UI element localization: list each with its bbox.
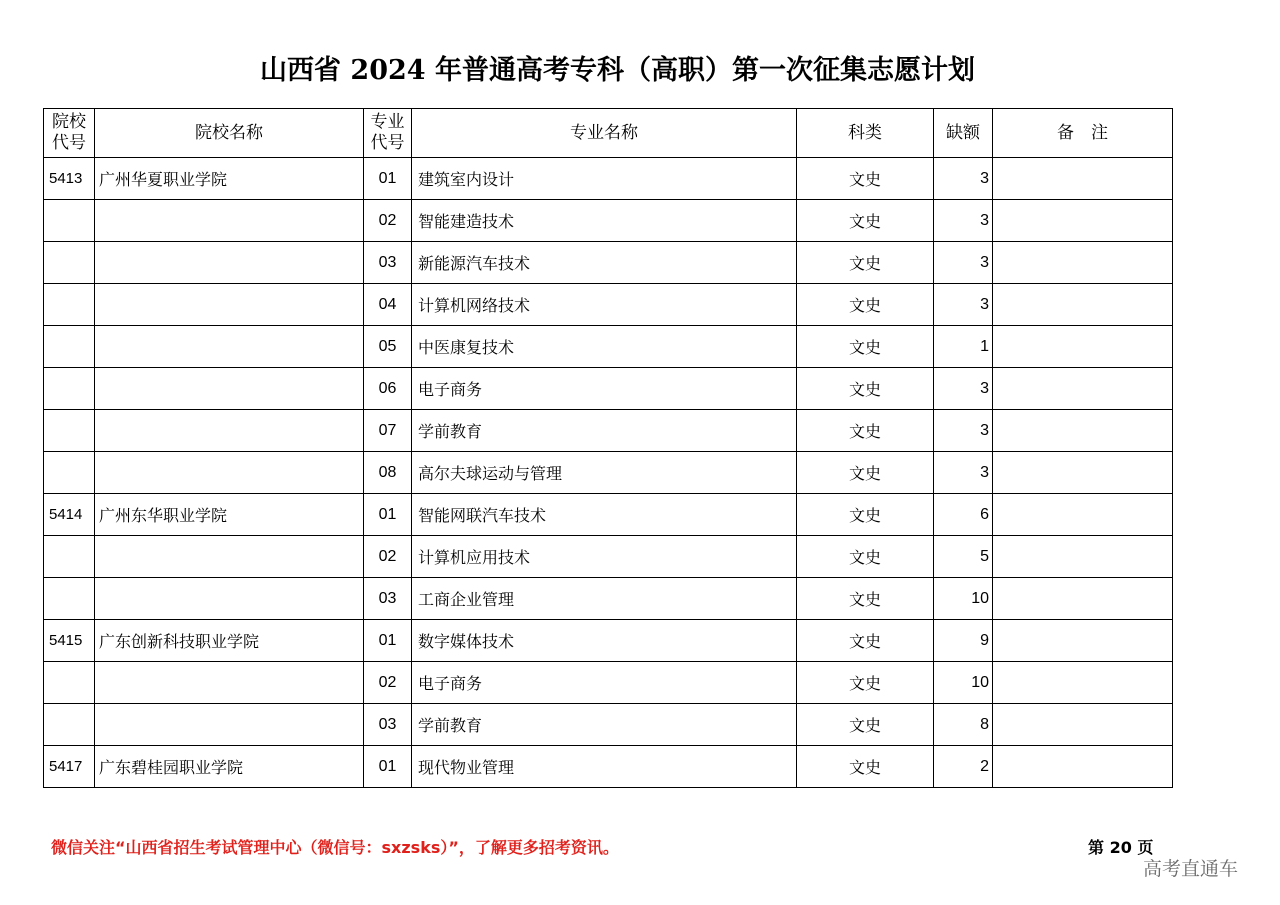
cell-school-code [44,452,95,494]
cell-major-code: 03 [364,578,412,620]
cell-category: 文史 [797,536,934,578]
cell-major-code: 01 [364,494,412,536]
table-header-row [44,109,1173,158]
cell-remarks [993,746,1173,788]
cell-category: 文史 [797,452,934,494]
cell-remarks [993,158,1173,200]
cell-school-name [95,704,364,746]
header-school-name: 院校名称 [95,109,364,158]
table-row [44,452,1173,494]
cell-major-name: 新能源汽车技术 [412,242,797,284]
cell-remarks [993,326,1173,368]
header-major-code: 专业代号 [364,109,412,158]
cell-major-code: 06 [364,368,412,410]
table-row [44,620,1173,662]
cell-school-code [44,242,95,284]
cell-remarks [993,368,1173,410]
cell-major-code: 03 [364,242,412,284]
cell-major-name: 现代物业管理 [412,746,797,788]
cell-quota: 6 [934,494,993,536]
cell-school-name [95,578,364,620]
cell-remarks [993,704,1173,746]
header-category: 科类 [797,109,934,158]
cell-school-code: 5414 [44,494,95,536]
cell-remarks [993,578,1173,620]
cell-quota: 1 [934,326,993,368]
cell-school-code: 5415 [44,620,95,662]
cell-category: 文史 [797,704,934,746]
header-quota: 缺额 [934,109,993,158]
cell-quota: 3 [934,452,993,494]
cell-school-code [44,200,95,242]
cell-category: 文史 [797,200,934,242]
cell-school-name [95,368,364,410]
cell-major-name: 计算机应用技术 [412,536,797,578]
watermark-text: 高考直通车 [1143,858,1239,880]
cell-major-code: 01 [364,158,412,200]
cell-category: 文史 [797,620,934,662]
cell-major-name: 学前教育 [412,704,797,746]
cell-major-code: 08 [364,452,412,494]
cell-major-code: 02 [364,536,412,578]
cell-major-code: 02 [364,662,412,704]
wechat-follow-note: 微信关注“山西省招生考试管理中心（微信号：sxzsks）”，了解更多招考资讯。 [51,838,619,857]
cell-school-name: 广州华夏职业学院 [95,158,364,200]
cell-school-name [95,410,364,452]
cell-school-name: 广州东华职业学院 [95,494,364,536]
cell-remarks [993,242,1173,284]
cell-quota: 3 [934,284,993,326]
cell-category: 文史 [797,578,934,620]
cell-school-code: 5413 [44,158,95,200]
cell-school-code [44,704,95,746]
table-row [44,662,1173,704]
cell-major-name: 工商企业管理 [412,578,797,620]
cell-major-name: 智能建造技术 [412,200,797,242]
cell-category: 文史 [797,410,934,452]
cell-remarks [993,620,1173,662]
cell-quota: 9 [934,620,993,662]
cell-school-name [95,536,364,578]
cell-quota: 5 [934,536,993,578]
cell-category: 文史 [797,662,934,704]
cell-quota: 10 [934,662,993,704]
cell-school-code [44,578,95,620]
cell-major-name: 智能网联汽车技术 [412,494,797,536]
cell-school-code [44,662,95,704]
cell-category: 文史 [797,494,934,536]
cell-quota: 8 [934,704,993,746]
cell-remarks [993,452,1173,494]
header-major-name: 专业名称 [412,109,797,158]
cell-major-name: 学前教育 [412,410,797,452]
table-row [44,200,1173,242]
table-row [44,704,1173,746]
table-row [44,578,1173,620]
cell-remarks [993,200,1173,242]
cell-school-name: 广东创新科技职业学院 [95,620,364,662]
cell-remarks [993,536,1173,578]
cell-school-code [44,284,95,326]
cell-quota: 3 [934,242,993,284]
cell-category: 文史 [797,284,934,326]
cell-major-name: 数字媒体技术 [412,620,797,662]
cell-major-name: 电子商务 [412,662,797,704]
page-title: 山西省 2024 年普通高考专科（高职）第一次征集志愿计划 [260,55,975,86]
table-row [44,158,1173,200]
cell-major-code: 03 [364,704,412,746]
cell-major-code: 01 [364,620,412,662]
cell-school-name [95,662,364,704]
table-row [44,326,1173,368]
cell-major-name: 电子商务 [412,368,797,410]
cell-school-code: 5417 [44,746,95,788]
cell-school-code [44,410,95,452]
table-row [44,284,1173,326]
page-number: 第 20 页 [1088,838,1154,857]
cell-major-code: 02 [364,200,412,242]
cell-remarks [993,284,1173,326]
cell-category: 文史 [797,746,934,788]
cell-major-code: 01 [364,746,412,788]
cell-school-code [44,368,95,410]
cell-school-code [44,326,95,368]
cell-category: 文史 [797,158,934,200]
cell-school-name [95,452,364,494]
table-row [44,746,1173,788]
cell-quota: 3 [934,410,993,452]
cell-major-name: 建筑室内设计 [412,158,797,200]
cell-major-name: 高尔夫球运动与管理 [412,452,797,494]
table-row [44,536,1173,578]
cell-school-name [95,326,364,368]
cell-school-name [95,200,364,242]
cell-major-name: 中医康复技术 [412,326,797,368]
header-school-code: 院校代号 [44,109,95,158]
header-remarks: 备 注 [993,109,1173,158]
table-row [44,368,1173,410]
cell-major-code: 07 [364,410,412,452]
table-row [44,494,1173,536]
cell-school-name: 广东碧桂园职业学院 [95,746,364,788]
cell-major-code: 04 [364,284,412,326]
cell-category: 文史 [797,326,934,368]
cell-remarks [993,410,1173,452]
cell-major-code: 05 [364,326,412,368]
enrollment-plan-table [43,108,1173,788]
cell-quota: 10 [934,578,993,620]
cell-remarks [993,662,1173,704]
cell-school-code [44,536,95,578]
cell-major-name: 计算机网络技术 [412,284,797,326]
cell-quota: 3 [934,158,993,200]
cell-quota: 3 [934,368,993,410]
cell-school-name [95,242,364,284]
table-row [44,242,1173,284]
cell-remarks [993,494,1173,536]
cell-quota: 2 [934,746,993,788]
cell-category: 文史 [797,368,934,410]
cell-school-name [95,284,364,326]
cell-quota: 3 [934,200,993,242]
cell-category: 文史 [797,242,934,284]
table-row [44,410,1173,452]
